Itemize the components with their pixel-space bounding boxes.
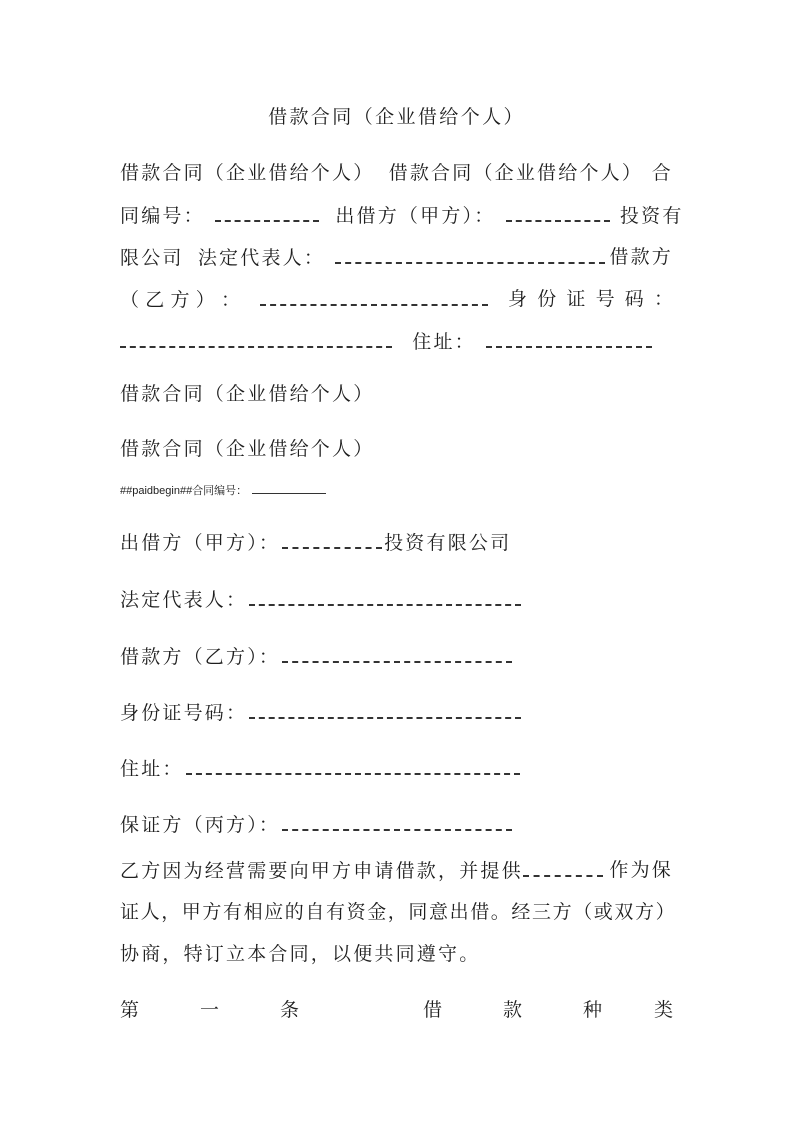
id-number-input[interactable] <box>249 699 521 719</box>
address-label: 住址： <box>412 331 476 353</box>
document-page: 借款合同（企业借给个人） 借款合同（企业借给个人） 借款合同（企业借给个人） 合 同编号： 出借方（甲方）： 投资有 限公司 法定代表人： 借款方 （ 乙 方 ） ： 身 份 证 号 码 ： 住址： 借款合同（企业借给个人） 借款合同（企业借给个人） ##paidbegin##合同编号： 出借方（甲方）： 投资有限公司 法定代表人： 借款方（乙方）： 身份证号码： 住址： 保证方（丙方）： 乙方因为经营需要向甲方申请借款，并提供 作为保 证人，甲方有相应的自有资金，同意出借。经三方（或双方） 协商，特订立本合同，以便共同遵守。 第 一 条 借 款 种 类 <box>0 0 793 1122</box>
field-label: 身份证号码： <box>120 702 248 724</box>
paid-marker-line <box>120 483 673 499</box>
address-blank[interactable] <box>486 328 652 348</box>
intro-line-1 <box>120 160 673 186</box>
field-label: 保证方（丙方）： <box>120 814 281 836</box>
guarantor-blank[interactable] <box>523 857 603 877</box>
field-borrower <box>120 643 673 670</box>
borrower-label: 借款方 <box>609 246 673 268</box>
id-number-label: 身 份 证 号 码 ： <box>508 288 673 310</box>
company-suffix: 限公司 <box>120 247 184 269</box>
address-input[interactable] <box>186 755 520 775</box>
borrower-name-input[interactable] <box>282 643 512 663</box>
contract-number-label: 同编号： <box>120 205 205 227</box>
field-address <box>120 755 673 782</box>
legal-rep-label: 法定代表人： <box>197 247 326 269</box>
field-label: 住址： <box>120 758 184 780</box>
paid-contract-number-label: 合同编号： <box>192 485 248 497</box>
id-number-blank[interactable] <box>120 328 392 348</box>
field-legal-rep <box>120 586 673 613</box>
repeat-title-1: 借款合同（企业借给个人） <box>120 383 375 405</box>
field-guarantor <box>120 811 673 838</box>
lender-suffix: 投资有 <box>619 205 684 227</box>
field-label: 出借方（甲方）： <box>120 532 281 554</box>
field-label: 法定代表人： <box>120 589 248 611</box>
legal-rep-input[interactable] <box>249 586 521 606</box>
intro-line-3 <box>120 244 673 271</box>
guarantor-name-input[interactable] <box>282 811 512 831</box>
repeat-title-2: 借款合同（企业借给个人） <box>120 438 375 460</box>
intro-line-5 <box>120 328 673 355</box>
legal-rep-blank[interactable] <box>335 244 605 264</box>
borrower-party-label: （ 乙 方 ） ： <box>120 289 240 311</box>
paragraph-line-3: 协商，特订立本合同，以便共同遵守。 <box>120 943 481 965</box>
paragraph-line-1: 乙方因为经营需要向甲方申请借款，并提供 作为保 <box>120 859 673 882</box>
intro-line-2 <box>120 202 684 229</box>
contract-number-blank[interactable] <box>215 202 319 222</box>
lender-name-blank[interactable] <box>506 202 610 222</box>
borrower-name-blank[interactable] <box>260 286 488 306</box>
document-title: 借款合同（企业借给个人） <box>268 106 525 128</box>
paragraph-line-2: 证人，甲方有相应的自有资金，同意出借。经三方（或双方） <box>120 901 677 923</box>
intro-title-a: 借款合同（企业借给个人） <box>120 162 375 184</box>
field-id-number <box>120 699 673 726</box>
field-lender <box>120 529 673 556</box>
field-suffix: 投资有限公司 <box>384 532 512 554</box>
lender-name-input[interactable] <box>282 529 382 549</box>
lender-label: 出借方（甲方）： <box>335 205 496 227</box>
intro-he: 合 <box>651 162 673 184</box>
intro-title-b: 借款合同（企业借给个人） <box>388 162 644 184</box>
paid-marker-prefix: ##paidbegin## <box>120 485 193 497</box>
field-label: 借款方（乙方）： <box>120 646 281 668</box>
paid-contract-number-blank[interactable] <box>252 483 326 494</box>
intro-line-4 <box>120 286 673 313</box>
